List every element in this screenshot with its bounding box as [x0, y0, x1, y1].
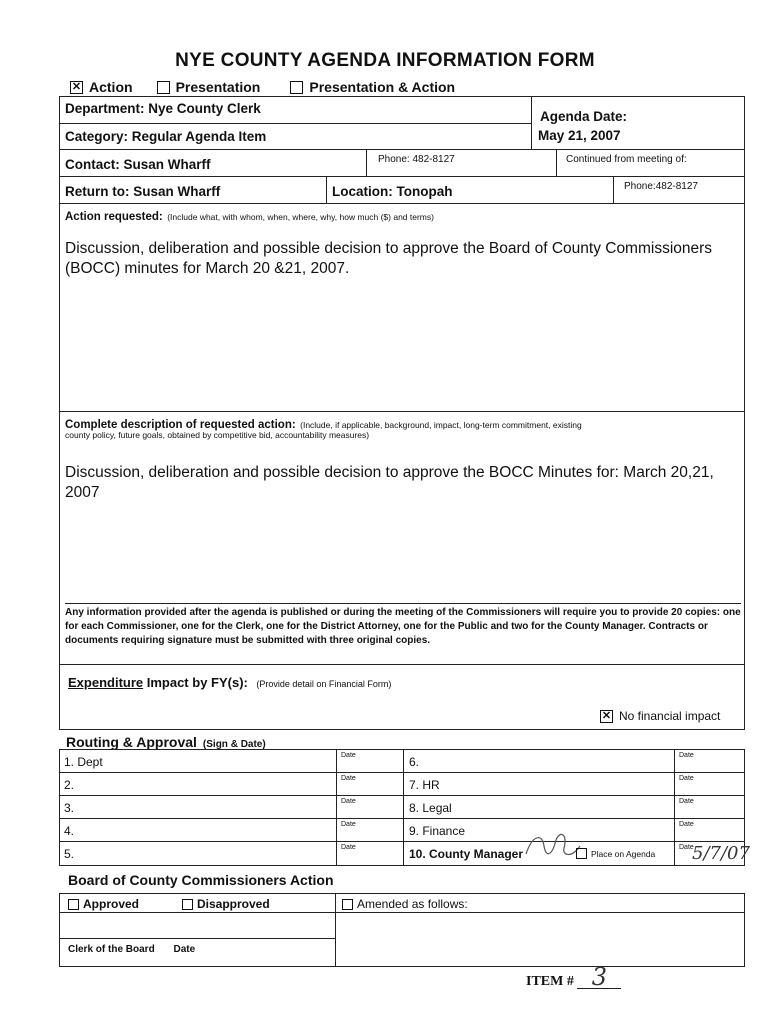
expenditure-hint: (Provide detail on Financial Form) [256, 679, 392, 689]
complete-description-label: Complete description of requested action: [65, 419, 296, 431]
no-financial-impact-label: No financial impact [619, 709, 721, 723]
action-checkbox[interactable]: ✕ [71, 80, 82, 93]
category-field: Category: Regular Agenda Item [65, 129, 267, 144]
date-label: Date [341, 844, 356, 851]
routing-step-4: 4. [64, 824, 75, 838]
routing-header [66, 734, 266, 750]
place-on-agenda-option[interactable] [576, 848, 655, 859]
type-action[interactable] [70, 79, 133, 95]
presentation-action-checkbox[interactable] [290, 81, 303, 94]
routing-step-9: 9. Finance [409, 824, 466, 838]
type-presentation[interactable] [157, 79, 261, 95]
type-action-label: Action [89, 79, 133, 95]
routing-step-5: 5. [64, 847, 75, 861]
handwritten-date: 5/7/07 [692, 843, 750, 864]
expenditure-label: Expenditure [68, 675, 144, 690]
item-number [526, 963, 621, 991]
no-financial-impact-checkbox[interactable]: ✕ [601, 709, 612, 722]
clerk-date-label: Date [173, 944, 196, 955]
bocc-action-table [59, 893, 745, 967]
amended-label: Amended as follows: [357, 897, 468, 911]
approved-option[interactable] [68, 897, 139, 911]
contact-phone: Phone: 482-8127 [378, 154, 455, 165]
copies-notice: Any information provided after the agenda is published or during the meeting of the Commissioners will require you to provide 20 copies: one for each Commissioner, one for the Clerk, one for the District Attorney, one for the Public and two for the County Manager. Contracts or documents requiring signature must be submitted with three original copies. [65, 607, 741, 646]
date-label: Date [679, 844, 694, 851]
presentation-checkbox[interactable] [157, 81, 170, 94]
type-presentation-action-label: Presentation & Action [309, 79, 456, 95]
date-label: Date [679, 775, 694, 782]
type-presentation-label: Presentation [175, 79, 261, 95]
continued-from-label: Continued from meeting of: [566, 154, 687, 165]
date-label: Date [679, 798, 694, 805]
contact-field: Contact: Susan Wharff [65, 157, 211, 172]
routing-step-2: 2. [64, 778, 75, 792]
amended-checkbox[interactable] [342, 899, 353, 910]
date-label: Date [341, 798, 356, 805]
approved-checkbox[interactable] [68, 899, 79, 910]
department-field: Department: Nye County Clerk [65, 101, 261, 116]
agenda-date-label: Agenda Date: [540, 109, 628, 124]
clerk-label: Clerk of the Board [68, 944, 155, 955]
no-financial-impact-option[interactable] [600, 709, 720, 723]
date-label: Date [679, 752, 694, 759]
routing-step-3: 3. [64, 801, 75, 815]
presentation-type-options [70, 79, 479, 95]
routing-step-1: 1. Dept [64, 755, 103, 769]
action-requested-label: Action requested: [65, 211, 163, 223]
bocc-title: Board of County Commissioners Action [68, 872, 334, 888]
agenda-form-frame [59, 96, 745, 730]
form-title: NYE COUNTY AGENDA INFORMATION FORM [175, 50, 595, 71]
date-label: Date [341, 821, 356, 828]
routing-step-8: 8. Legal [409, 801, 452, 815]
item-number-value: 3 [577, 966, 621, 989]
type-presentation-action[interactable] [290, 79, 455, 95]
expenditure-header [68, 674, 391, 692]
amended-option[interactable] [342, 897, 468, 911]
place-on-agenda-checkbox[interactable] [576, 848, 587, 859]
routing-step-7: 7. HR [409, 778, 440, 792]
return-phone: Phone:482-8127 [624, 181, 698, 192]
disapproved-label: Disapproved [197, 897, 270, 911]
action-requested-text: Discussion, deliberation and possible decision to approve the Board of County Commissioners (BOCC) minutes for March 20 &21, 2007. [65, 240, 713, 277]
agenda-date-value: May 21, 2007 [538, 128, 621, 143]
action-requested-header [65, 207, 434, 225]
routing-table [59, 749, 750, 866]
date-label: Date [341, 775, 356, 782]
complete-description-hint-2: county policy, future goals, obtained by competitive bid, accountability measures) [65, 430, 370, 440]
date-label: Date [341, 752, 356, 759]
routing-step-10: 10. County Manager [409, 847, 524, 861]
routing-step-6: 6. [409, 755, 420, 769]
item-label: ITEM # [526, 974, 574, 989]
routing-title: Routing & Approval [66, 734, 197, 750]
action-requested-hint: (Include what, with whom, when, where, why, how much ($) and terms) [167, 212, 434, 222]
date-label: Date [679, 821, 694, 828]
place-on-agenda-label: Place on Agenda [591, 848, 656, 859]
location-field: Location: Tonopah [332, 184, 453, 199]
complete-description-text: Discussion, deliberation and possible decision to approve the BOCC Minutes for: March 20,21, 2007 [65, 464, 714, 501]
clerk-signature-line [68, 944, 195, 955]
disapproved-option[interactable] [182, 897, 270, 911]
return-to-field: Return to: Susan Wharff [65, 184, 221, 199]
disapproved-checkbox[interactable] [182, 899, 193, 910]
routing-subtitle: (Sign & Date) [202, 739, 266, 750]
approved-label: Approved [83, 897, 140, 911]
impact-by-fy-label: Impact by FY(s): [143, 675, 248, 690]
complete-description-hint-1: (Include, if applicable, background, impact, long-term commitment, existing [300, 420, 582, 430]
